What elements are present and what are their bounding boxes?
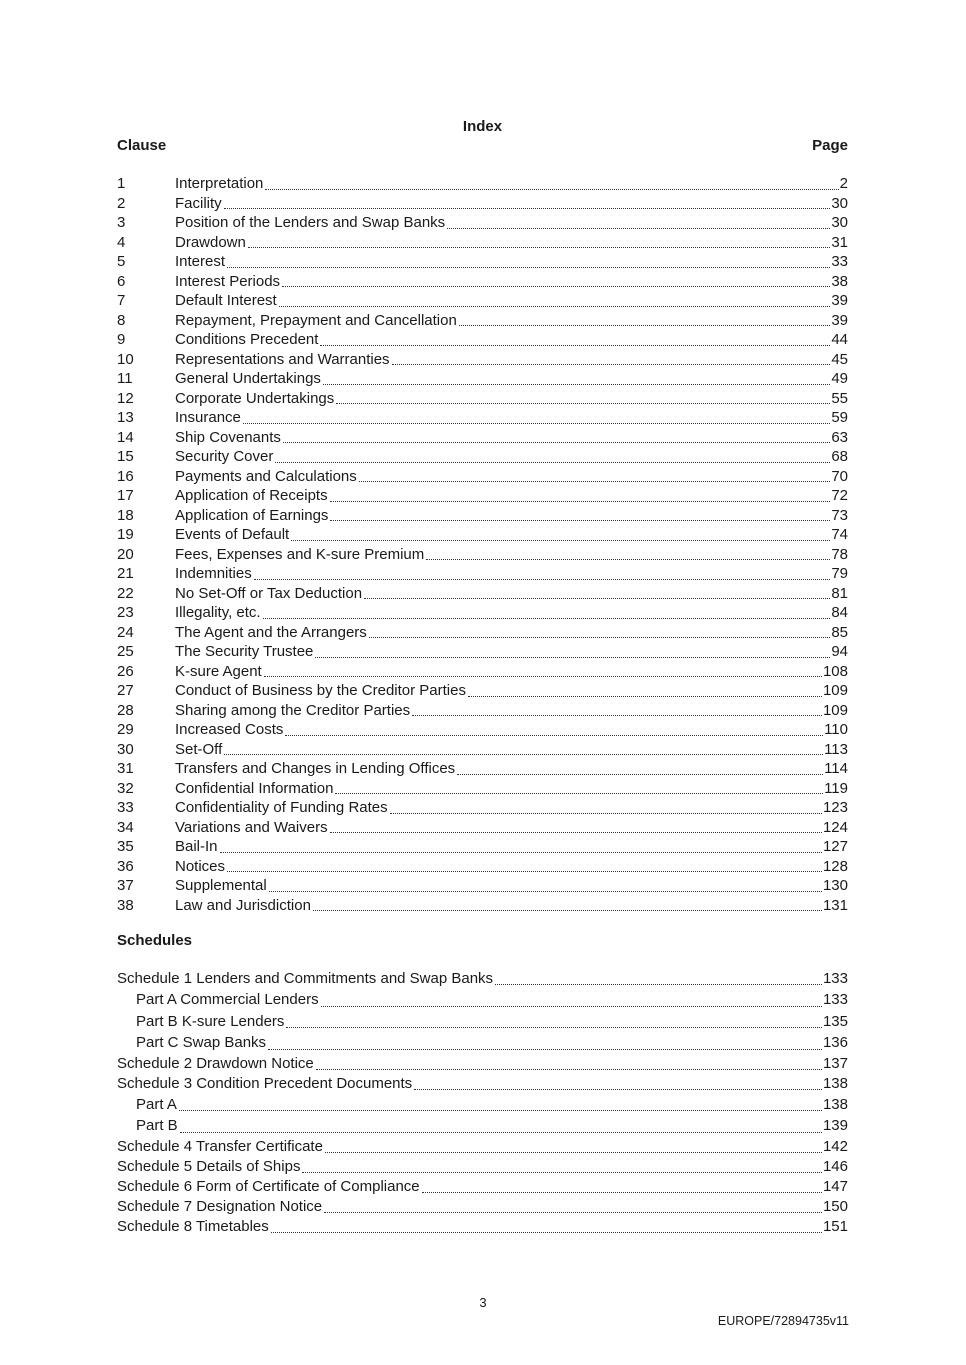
clause-number: 26 [117, 662, 134, 680]
clause-title: Indemnities [175, 565, 252, 582]
dot-leader [275, 461, 830, 463]
dot-leader [495, 983, 822, 985]
schedule-part-entry[interactable] [117, 989, 848, 1011]
page-reference: 85 [831, 623, 848, 641]
page-reference: 44 [831, 331, 848, 348]
clause-title: Insurance [175, 409, 241, 426]
dot-leader [180, 1131, 822, 1133]
toc-entry[interactable] [117, 252, 848, 272]
toc-entry[interactable] [117, 623, 848, 643]
page-title: Index [462, 118, 503, 135]
clause-title: Ship Covenants [175, 428, 281, 446]
dot-leader [447, 227, 830, 229]
dot-leader [321, 1005, 822, 1007]
dot-leader [227, 870, 822, 872]
toc-entry[interactable] [117, 662, 848, 682]
page-reference: 147 [822, 1177, 848, 1195]
page-reference: 55 [831, 389, 848, 407]
clause-number: 15 [117, 448, 134, 465]
clause-list [117, 174, 848, 915]
toc-entry[interactable] [117, 369, 848, 389]
schedule-title: Part A Commercial Lenders [136, 991, 319, 1008]
dot-leader [224, 753, 823, 755]
toc-entry[interactable] [117, 213, 848, 233]
page-reference: 63 [831, 428, 848, 446]
schedule-title: Schedule 7 Designation Notice [117, 1197, 323, 1215]
dot-leader [468, 695, 822, 697]
schedule-part-entry[interactable] [117, 1115, 848, 1137]
toc-entry[interactable] [117, 584, 848, 604]
clause-title: Events of Default [175, 526, 290, 543]
toc-entry[interactable] [117, 818, 848, 838]
toc-entry[interactable] [117, 428, 848, 448]
clause-number: 12 [117, 389, 134, 407]
dot-leader [220, 851, 822, 853]
clause-title: Interest Periods [175, 272, 281, 290]
clause-title: Application of Receipts [175, 487, 328, 504]
page-reference: 33 [831, 253, 848, 270]
dot-leader [268, 1048, 822, 1050]
clause-title: Corporate Undertakings [175, 389, 335, 407]
clause-title: Supplemental [175, 877, 267, 894]
dot-leader [279, 305, 831, 307]
page-reference: 81 [831, 584, 848, 602]
page-reference: 135 [822, 1012, 848, 1030]
clause-title: Repayment, Prepayment and Cancellation [175, 311, 457, 329]
clause-number: 21 [117, 565, 134, 582]
page-reference: 73 [831, 506, 848, 524]
clause-title: The Agent and the Arrangers [175, 623, 367, 641]
clause-title: Illegality, etc. [175, 604, 261, 621]
clause-number: 29 [117, 721, 134, 738]
page-reference: 142 [822, 1137, 848, 1155]
dot-leader [335, 792, 823, 794]
page-reference: 131 [822, 896, 848, 914]
clause-number: 6 [117, 272, 126, 290]
clause-number: 7 [117, 292, 126, 309]
page-reference: 138 [822, 1074, 848, 1092]
toc-entry[interactable] [117, 837, 848, 857]
page-reference: 130 [822, 877, 848, 894]
toc-entry[interactable] [117, 740, 848, 760]
schedule-entry[interactable] [117, 1217, 848, 1237]
clause-number: 18 [117, 506, 134, 524]
clause-title: Interest [175, 253, 226, 270]
toc-entry[interactable] [117, 798, 848, 818]
dot-leader [330, 519, 830, 521]
schedule-part-entry[interactable] [117, 1094, 848, 1116]
dot-leader [359, 480, 831, 482]
schedule-title: Schedule 1 Lenders and Commitments and Swap Banks [117, 970, 494, 987]
page-reference: 68 [831, 448, 848, 465]
dot-leader [265, 188, 838, 190]
clause-number: 30 [117, 740, 134, 758]
clause-title: Representations and Warranties [175, 350, 390, 368]
schedule-title: Schedule 3 Condition Precedent Documents [117, 1074, 413, 1092]
page-reference: 94 [831, 643, 848, 660]
clause-title: Drawdown [175, 233, 246, 251]
clause-title: The Security Trustee [175, 643, 314, 660]
clause-number: 35 [117, 838, 134, 855]
dot-leader [457, 773, 823, 775]
clause-number: 22 [117, 584, 134, 602]
dot-leader [422, 1191, 822, 1193]
clause-number: 25 [117, 643, 134, 660]
page-reference: 59 [831, 409, 848, 426]
toc-entry[interactable] [117, 545, 848, 565]
dot-leader [414, 1088, 822, 1090]
schedule-part-entry[interactable] [117, 1032, 848, 1054]
clause-title: Conditions Precedent [175, 331, 319, 348]
toc-entry[interactable] [117, 272, 848, 292]
dot-leader [364, 597, 830, 599]
clause-title: Interpretation [175, 175, 264, 192]
page-reference: 38 [831, 272, 848, 290]
clause-title: Fees, Expenses and K-sure Premium [175, 545, 425, 563]
dot-leader [369, 636, 831, 638]
clause-number: 38 [117, 896, 134, 914]
schedule-entry[interactable] [117, 1157, 848, 1177]
clause-number: 16 [117, 467, 134, 485]
page-reference: 128 [822, 857, 848, 875]
toc-entry[interactable] [117, 194, 848, 214]
toc-entry[interactable] [117, 779, 848, 799]
clause-title: Position of the Lenders and Swap Banks [175, 214, 446, 231]
clause-title: Security Cover [175, 448, 274, 465]
toc-entry[interactable] [117, 233, 848, 253]
clause-title: Transfers and Changes in Lending Offices [175, 760, 456, 777]
schedule-entry[interactable] [117, 1074, 848, 1094]
clause-number: 4 [117, 233, 126, 251]
dot-leader [330, 831, 822, 833]
schedule-entry[interactable] [117, 969, 848, 989]
toc-entry[interactable] [117, 506, 848, 526]
page-reference: 72 [831, 487, 848, 504]
dot-leader [459, 324, 830, 326]
toc-entry[interactable] [117, 447, 848, 467]
toc-entry[interactable] [117, 896, 848, 916]
toc-entry[interactable] [117, 564, 848, 584]
clause-number: 28 [117, 701, 134, 719]
clause-number: 2 [117, 194, 126, 212]
clause-number: 3 [117, 214, 126, 231]
schedule-entry[interactable] [117, 1137, 848, 1157]
clause-title: Application of Earnings [175, 506, 329, 524]
clause-number: 27 [117, 682, 134, 699]
page-reference: 31 [831, 233, 848, 251]
clause-number: 23 [117, 604, 134, 621]
schedule-title: Part C Swap Banks [136, 1034, 267, 1051]
clause-number: 34 [117, 818, 134, 836]
clause-title: Conduct of Business by the Creditor Parties [175, 682, 466, 699]
clause-title: Notices [175, 857, 226, 875]
clause-title: General Undertakings [175, 370, 321, 387]
clause-title: Set-Off [175, 740, 223, 758]
page-reference: 49 [831, 370, 848, 387]
page-reference: 133 [822, 991, 848, 1008]
clause-number: 13 [117, 409, 134, 426]
clause-number: 37 [117, 877, 134, 894]
toc-entry[interactable] [117, 642, 848, 662]
page-reference: 114 [824, 760, 848, 777]
toc-entry[interactable] [117, 408, 848, 428]
toc-entry[interactable] [117, 291, 848, 311]
toc-entry[interactable] [117, 389, 848, 409]
column-headers [117, 136, 848, 156]
dot-leader [412, 714, 822, 716]
dot-leader [426, 558, 830, 560]
toc-entry[interactable] [117, 857, 848, 877]
dot-leader [248, 246, 830, 248]
toc-entry[interactable] [117, 681, 848, 701]
clause-title: Law and Jurisdiction [175, 896, 311, 914]
page-reference: 138 [822, 1095, 848, 1113]
page-reference: 150 [822, 1197, 848, 1215]
dot-leader [313, 909, 822, 911]
clause-title: Confidential Information [175, 779, 334, 797]
schedule-title: Schedule 6 Form of Certificate of Compliance [117, 1177, 420, 1195]
clause-title: Bail-In [175, 838, 218, 855]
clause-number: 11 [117, 370, 133, 387]
page-reference: 30 [831, 214, 848, 231]
page-reference: 45 [831, 350, 848, 368]
clause-title: Payments and Calculations [175, 467, 357, 485]
dot-leader [179, 1109, 822, 1111]
toc-entry[interactable] [117, 720, 848, 740]
schedule-title: Schedule 4 Transfer Certificate [117, 1137, 323, 1155]
page-number: 3 [479, 1295, 487, 1310]
clause-number: 33 [117, 799, 134, 816]
clause-number: 5 [117, 253, 126, 270]
toc-entry[interactable] [117, 525, 848, 545]
dot-leader [320, 344, 830, 346]
dot-leader [254, 578, 831, 580]
page-reference: 139 [822, 1117, 848, 1134]
clause-number: 10 [117, 350, 134, 368]
schedule-title: Part A [136, 1095, 177, 1113]
clause-number: 9 [117, 331, 126, 348]
dot-leader [316, 1068, 822, 1070]
page-reference: 119 [824, 779, 848, 797]
clause-title: Increased Costs [175, 721, 284, 738]
page-reference: 123 [822, 799, 848, 816]
clause-number: 31 [117, 760, 134, 777]
page-reference: 124 [822, 818, 848, 836]
dot-leader [263, 617, 831, 619]
clause-number: 8 [117, 311, 126, 329]
page-reference: 84 [831, 604, 848, 621]
dot-leader [390, 812, 822, 814]
document-reference: EUROPE/72894735v11 [717, 1314, 849, 1328]
page-reference: 39 [831, 292, 848, 309]
clause-number: 14 [117, 428, 134, 446]
schedule-title: Part B [136, 1117, 178, 1134]
page-reference: 146 [822, 1157, 848, 1175]
page-reference: 133 [822, 970, 848, 987]
toc-entry[interactable] [117, 759, 848, 779]
clause-title: Sharing among the Creditor Parties [175, 701, 411, 719]
clause-title: Facility [175, 194, 222, 212]
dot-leader [283, 441, 830, 443]
page-reference: 2 [839, 175, 848, 192]
toc-entry[interactable] [117, 311, 848, 331]
clause-title: Default Interest [175, 292, 277, 309]
clause-title: No Set-Off or Tax Deduction [175, 584, 363, 602]
dot-leader [269, 890, 822, 892]
toc-entry[interactable] [117, 603, 848, 623]
clause-title: Confidentiality of Funding Rates [175, 799, 388, 816]
clause-number: 36 [117, 857, 134, 875]
dot-leader [336, 402, 830, 404]
dot-leader [324, 1211, 822, 1213]
page-reference: 109 [822, 682, 848, 699]
schedule-title: Part B K-sure Lenders [136, 1012, 285, 1030]
page-reference: 136 [822, 1034, 848, 1051]
clause-number: 24 [117, 623, 134, 641]
page-reference: 151 [822, 1217, 848, 1235]
clause-title: Variations and Waivers [175, 818, 328, 836]
dot-leader [227, 266, 830, 268]
schedule-title: Schedule 2 Drawdown Notice [117, 1054, 314, 1072]
dot-leader [264, 675, 822, 677]
dot-leader [271, 1231, 822, 1233]
dot-leader [392, 363, 831, 365]
schedule-part-entry[interactable] [117, 1011, 848, 1033]
dot-leader [323, 383, 830, 385]
schedule-list [117, 969, 848, 1237]
page-reference: 113 [824, 740, 848, 758]
page-reference: 108 [822, 662, 848, 680]
schedule-entry[interactable] [117, 1177, 848, 1197]
clause-number: 19 [117, 526, 134, 543]
schedule-entry[interactable] [117, 1197, 848, 1217]
toc-entry[interactable] [117, 876, 848, 896]
page-reference: 137 [822, 1054, 848, 1072]
toc-entry[interactable] [117, 350, 848, 370]
schedule-title: Schedule 8 Timetables [117, 1217, 269, 1235]
page-reference: 39 [831, 311, 848, 329]
dot-leader [224, 207, 831, 209]
schedules-heading: Schedules [117, 932, 193, 949]
clause-title: K-sure Agent [175, 662, 262, 680]
clause-number: 17 [117, 487, 134, 504]
dot-leader [282, 285, 830, 287]
dot-leader [243, 422, 830, 424]
page-reference: 110 [824, 721, 848, 738]
schedule-entry[interactable] [117, 1054, 848, 1074]
schedule-title: Schedule 5 Details of Ships [117, 1157, 301, 1175]
toc-entry[interactable] [117, 174, 848, 194]
clause-number: 32 [117, 779, 134, 797]
dot-leader [286, 1026, 822, 1028]
page-reference: 78 [831, 545, 848, 563]
dot-leader [315, 656, 830, 658]
toc-entry[interactable] [117, 330, 848, 350]
page-reference: 74 [831, 526, 848, 543]
page-reference: 79 [831, 565, 848, 582]
dot-leader [291, 539, 830, 541]
dot-leader [325, 1151, 822, 1153]
dot-leader [302, 1171, 822, 1173]
page-reference: 30 [831, 194, 848, 212]
toc-entry[interactable] [117, 701, 848, 721]
page-reference: 70 [831, 467, 848, 485]
toc-entry[interactable] [117, 486, 848, 506]
dot-leader [330, 500, 831, 502]
clause-column-header: Clause [117, 137, 167, 154]
toc-entry[interactable] [117, 467, 848, 487]
page-reference: 109 [822, 701, 848, 719]
page-reference: 127 [822, 838, 848, 855]
dot-leader [285, 734, 823, 736]
clause-number: 1 [117, 175, 126, 192]
clause-number: 20 [117, 545, 134, 563]
page-column-header: Page [812, 137, 848, 154]
